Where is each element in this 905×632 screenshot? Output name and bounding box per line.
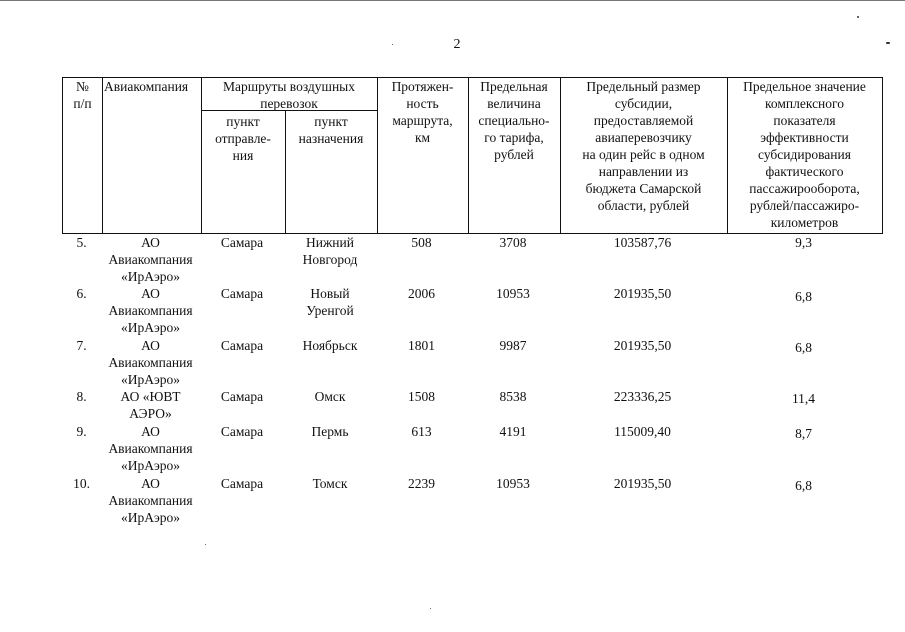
cell-origin: Самара bbox=[220, 286, 264, 301]
scan-edge-line bbox=[0, 0, 905, 1]
cell-length: 508 bbox=[411, 235, 432, 250]
cell-efficiency: 6,8 bbox=[795, 289, 812, 304]
cell-length: 2006 bbox=[408, 286, 435, 301]
scan-speck bbox=[857, 16, 859, 18]
cell-tariff: 3708 bbox=[499, 235, 527, 250]
cell-efficiency: 6,8 bbox=[795, 340, 812, 355]
cell-destination: Омск bbox=[314, 389, 346, 404]
header-subsidy: Предельный размер субсидии, предоставляемой авиаперевозчику на один рейс в одном направлении из бюджета Самарской области, рублей bbox=[582, 79, 705, 213]
scan-speck bbox=[392, 44, 393, 45]
cell-efficiency: 8,7 bbox=[795, 426, 812, 441]
cell-subsidy: 201935,50 bbox=[613, 286, 672, 301]
cell-origin: Самара bbox=[220, 235, 264, 250]
header-num: № п/п bbox=[73, 79, 92, 111]
cell-efficiency: 6,8 bbox=[795, 478, 812, 493]
cell-num: 9. bbox=[76, 424, 87, 439]
header-airline: Авиакомпания bbox=[104, 79, 189, 94]
cell-length: 2239 bbox=[408, 476, 435, 491]
cell-destination: Пермь bbox=[311, 424, 349, 439]
col-divider-airline bbox=[102, 78, 202, 233]
scan-speck bbox=[430, 608, 431, 609]
cell-tariff: 10953 bbox=[496, 476, 530, 491]
page-number: 2 bbox=[453, 37, 461, 52]
cell-subsidy: 223336,25 bbox=[613, 389, 672, 404]
cell-num: 5. bbox=[76, 235, 87, 250]
cell-airline: АО Авиакомпания «ИрАэро» bbox=[108, 235, 193, 284]
cell-airline: АО Авиакомпания «ИрАэро» bbox=[108, 338, 193, 387]
cell-length: 1508 bbox=[408, 389, 435, 404]
cell-num: 8. bbox=[76, 389, 87, 404]
cell-num: 10. bbox=[73, 476, 90, 491]
cell-num: 6. bbox=[76, 286, 87, 301]
cell-subsidy: 115009,40 bbox=[614, 424, 671, 439]
cell-destination: Томск bbox=[312, 476, 348, 491]
cell-efficiency: 11,4 bbox=[791, 391, 816, 406]
cell-tariff: 8538 bbox=[499, 389, 527, 404]
cell-airline: АО «ЮВТ АЭРО» bbox=[120, 389, 181, 421]
cell-length: 613 bbox=[411, 424, 432, 439]
cell-airline: АО Авиакомпания «ИрАэро» bbox=[108, 424, 193, 473]
cell-subsidy: 103587,76 bbox=[613, 235, 672, 250]
header-origin: пункт отправле- ния bbox=[215, 114, 271, 163]
cell-num: 7. bbox=[76, 338, 87, 353]
cell-origin: Самара bbox=[220, 338, 264, 353]
header-length: Протяжен- ность маршрута, км bbox=[391, 79, 454, 145]
cell-origin: Самара bbox=[220, 389, 264, 404]
cell-subsidy: 201935,50 bbox=[613, 476, 672, 491]
header-routes: Маршруты воздушных перевозок bbox=[223, 79, 355, 111]
scan-speck bbox=[205, 544, 206, 545]
table-header bbox=[62, 77, 883, 234]
cell-length: 1801 bbox=[408, 338, 435, 353]
header-destination: пункт назначения bbox=[298, 114, 364, 146]
cell-origin: Самара bbox=[220, 424, 264, 439]
header-efficiency: Предельное значение комплексного показателя эффективности субсидирования фактического пассажирооборота, рублей/пассажиро- километров bbox=[743, 79, 866, 230]
cell-efficiency: 9,3 bbox=[795, 235, 812, 250]
cell-subsidy: 201935,50 bbox=[613, 338, 672, 353]
cell-airline: АО Авиакомпания «ИрАэро» bbox=[108, 286, 193, 335]
cell-destination: Ноябрьск bbox=[302, 338, 358, 353]
cell-destination: Нижний Новгород bbox=[302, 235, 358, 267]
cell-airline: АО Авиакомпания «ИрАэро» bbox=[108, 476, 193, 525]
scan-speck bbox=[886, 42, 890, 44]
cell-destination: Новый Уренгой bbox=[306, 286, 354, 318]
cell-tariff: 4191 bbox=[499, 424, 527, 439]
cell-tariff: 10953 bbox=[496, 286, 530, 301]
header-tariff: Предельная величина специально- го тарифа, рублей bbox=[478, 79, 550, 162]
cell-origin: Самара bbox=[220, 476, 264, 491]
cell-tariff: 9987 bbox=[499, 338, 527, 353]
